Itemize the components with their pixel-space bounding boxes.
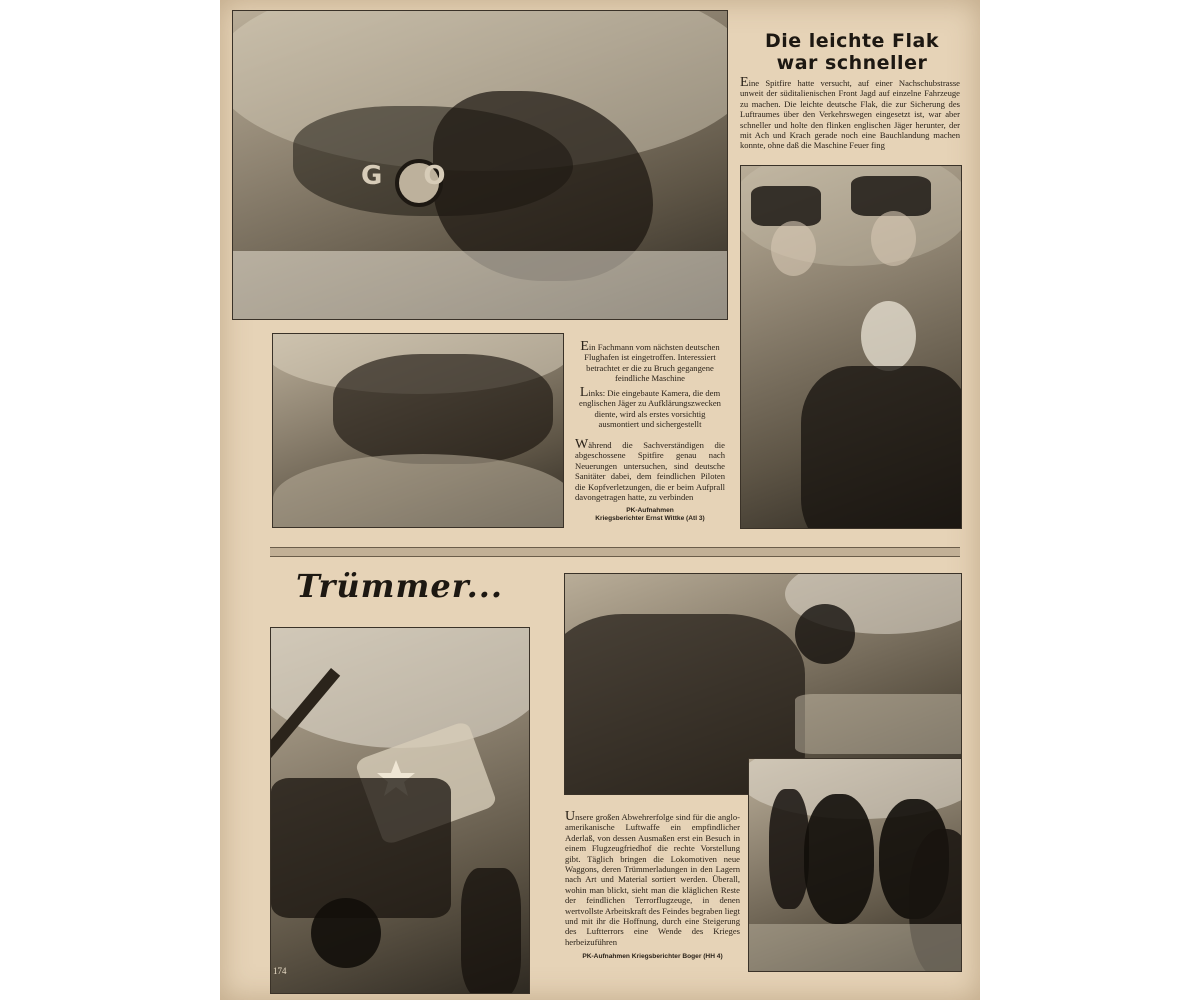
bottom-photo-credit: PK-Aufnahmen Kriegsberichter Boger (HH 4) <box>582 953 723 960</box>
inspection-group-photo <box>272 333 564 528</box>
tires-photo <box>748 758 962 972</box>
credit-line-2: Kriegsberichter Ernst Wittke (Atl 3) <box>595 515 705 522</box>
spitfire-wreck-photo <box>232 10 728 320</box>
page-number: 174 <box>273 966 287 976</box>
headline-line-1: Die leichte Flak <box>764 30 940 52</box>
magazine-page <box>220 0 980 1000</box>
headline-line-2: war schneller <box>776 52 928 74</box>
top-headline <box>732 30 972 74</box>
caption-medics: Während die Sachverständigen die abgeschossene Spitfire genau nach Neuerungen untersuchen, sind deutsche Sanitäter dabei, dem feindlichen Piloten die Kopfverletzungen, die er beim Aufprall davongetragen hatte, zu verbinden <box>575 437 725 503</box>
section-divider <box>270 547 960 557</box>
pilot-bandaged-photo <box>740 165 962 529</box>
crane-wreck-photo <box>270 627 530 994</box>
bottom-headline: Trümmer... <box>296 567 504 605</box>
intro-text: Eine Spitfire hatte versucht, auf einer Nachschubstrasse unweit der süditalienischen Front Jagd auf einzelne Fahrzeuge zu machen. Die leichte deutsche Flak, die zur Sicherung des Luftraumes über den Verkehrswegen eingesetzt ist, war aber schneller und holte den flinken englischen Jäger herunter, der mit Ach und Krach gerade noch eine Bauchlandung machen konnte, ohne daß die Maschine Feuer fing <box>740 75 960 151</box>
bottom-body-text: Unsere großen Abwehrerfolge sind für die anglo-amerikanische Luftwaffe ein empfindlicher Aderlaß, von dessen Ausmaßen erst ein Besuch in einem Flugzeugfriedhof die rechte Vorstellung gibt. Täglich bringen die Lokomotiven neue Waggons, deren Trümmerladungen in den Lagern nach Art und Material sortiert werden. Überall, wohin man blickt, sieht man die kläglichen Reste der feindlichen Terrorflugzeuge, in denen wertvollste Arbeitskraft des Feindes begraben liegt und mit ihr die Hoffnung, durch eine Steigerung des Luftterrors eine Wende des Krieges herbeizuführen <box>565 809 740 947</box>
caption-camera: Links: Die eingebaute Kamera, die dem englischen Jäger zu Aufklärungszwecken diente, wird als erstes vorsichtig ausmontiert und sichergestellt <box>579 385 721 430</box>
top-photo-credit <box>575 507 725 523</box>
caption-expert: Ein Fachmann vom nächsten deutschen Flughafen ist eingetroffen. Interessiert betrachtet er die zu Bruch gegangene feindliche Maschine <box>580 339 720 384</box>
credit-line-1: PK-Aufnahmen <box>626 507 674 514</box>
aircraft-code-letters: G O <box>361 161 462 191</box>
